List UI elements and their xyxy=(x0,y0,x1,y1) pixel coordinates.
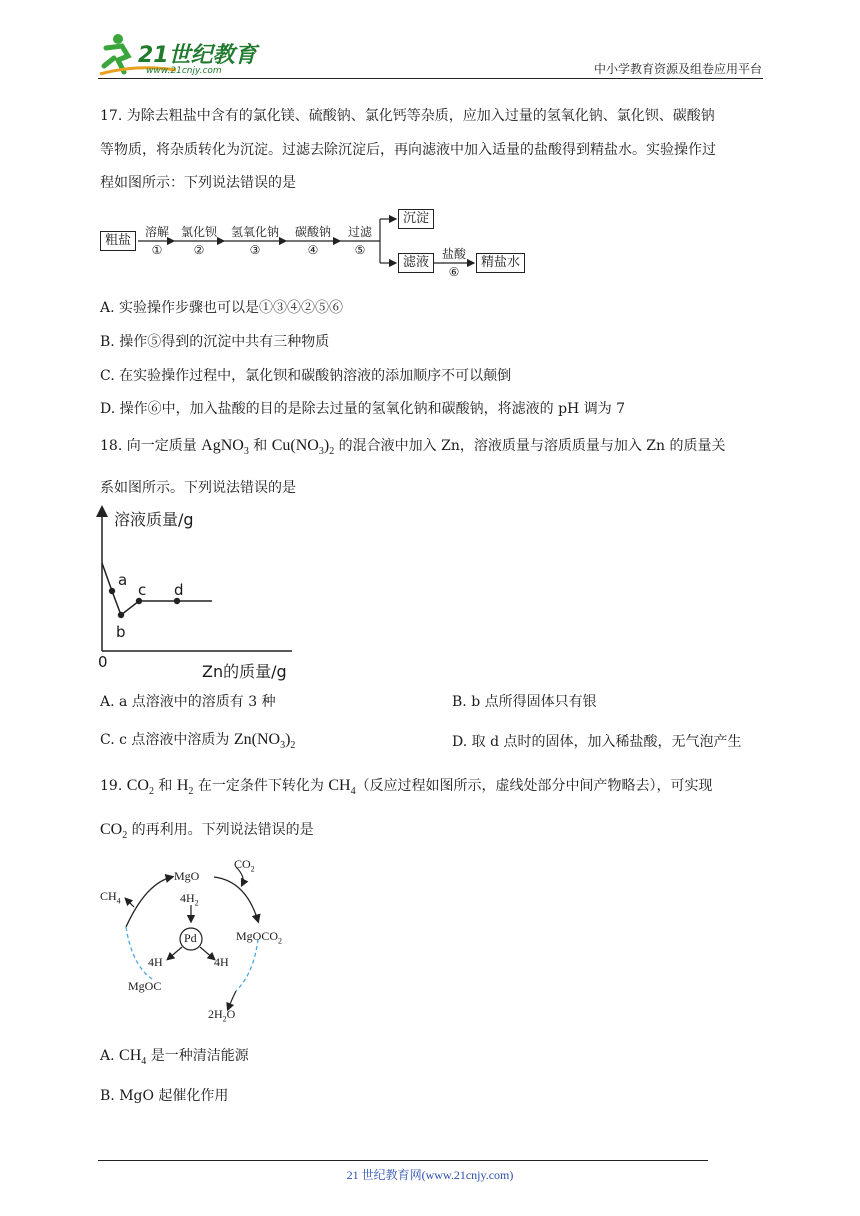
label-mgoc: MgOC xyxy=(128,979,162,993)
q19-suffix: （反应过程如图所示，虚线处部分中间产物略去），可实现 xyxy=(355,778,713,794)
flow-step5-label: 过滤 xyxy=(347,225,372,239)
site-logo xyxy=(96,30,266,80)
flow-step3-num: ③ xyxy=(249,243,261,257)
flow-box-product: 精盐水 xyxy=(476,253,525,273)
q17-option-d: D. 操作⑥中，加入盐酸的目的是除去过量的氢氧化钠和碳酸钠，将滤液的 pH 调为 7 xyxy=(100,401,626,417)
graph-label-d: d xyxy=(174,581,184,599)
label-ch4: $CH_4$ xyxy=(100,889,121,906)
cuno3-formula: $Cu(NO_3)_2$ xyxy=(271,437,335,458)
q19-and: 和 xyxy=(153,778,177,794)
point-a xyxy=(109,588,115,594)
flow-box-filtrate: 滤液 xyxy=(398,253,434,273)
q19-option-a xyxy=(100,1046,249,1072)
label-4h-left: 4H xyxy=(148,955,163,969)
graph-ylabel: 溶液质量/g xyxy=(114,510,194,529)
co2-formula-2: $CO_2$ xyxy=(100,821,128,842)
q18-option-c xyxy=(100,730,295,756)
q19-cycle-diagram xyxy=(96,855,306,1035)
point-b xyxy=(118,612,124,618)
znno3-formula: $Zn(NO_3)_2$ xyxy=(233,731,296,752)
q18-option-c-prefix: C. c 点溶液中溶质为 xyxy=(100,732,234,748)
q17-option-c: C. 在实验操作过程中，氯化钡和碳酸钠溶液的添加顺序不可以颠倒 xyxy=(100,368,512,384)
ch4-formula-option: $CH_4$ xyxy=(119,1047,147,1068)
flow-box-crude-salt: 粗盐 xyxy=(100,231,136,251)
q19-mid: 在一定条件下转化为 xyxy=(193,778,329,794)
agno3-formula: AgNO$_3$ xyxy=(201,437,249,458)
q18-option-d: D. 取 d 点时的固体，加入稀盐酸，无气泡产生 xyxy=(452,734,742,750)
q18-prefix: 18. 向一定质量 xyxy=(100,438,202,454)
graph-origin: 0 xyxy=(98,653,108,671)
graph-label-a: a xyxy=(118,571,128,589)
flow-step5-num: ⑤ xyxy=(354,243,366,257)
q19-option-b: B. MgO 起催化作用 xyxy=(100,1088,229,1104)
label-pd: Pd xyxy=(184,931,197,945)
graph-xlabel: Zn的质量/g xyxy=(202,662,287,681)
flow-acid-num: ⑥ xyxy=(448,265,460,279)
q19-option-a-suffix: 是一种清洁能源 xyxy=(146,1048,249,1064)
q17-option-b: B. 操作⑤得到的沉淀中共有三种物质 xyxy=(100,334,330,350)
flow-box-precipitate: 沉淀 xyxy=(398,209,434,229)
q17-line3: 程如图所示：下列说法错误的是 xyxy=(100,175,296,191)
graph-axes xyxy=(92,505,312,685)
label-4h-right: 4H xyxy=(214,955,229,969)
q18-suffix: 的混合液中加入 Zn，溶液质量与溶质质量与加入 Zn 的质量关 xyxy=(334,438,726,454)
flow-step2-label: 氯化钡 xyxy=(180,225,217,239)
ch4-formula: $CH_4$ xyxy=(328,777,356,798)
q19-line2-suffix: 的再利用。下列说法错误的是 xyxy=(127,822,314,838)
label-mgoco2: MgOCO$_2$ xyxy=(236,929,283,946)
h2-formula: $H_2$ xyxy=(176,777,194,798)
logo-url: www.21cnjy.com xyxy=(146,66,222,76)
graph-label-b: b xyxy=(116,623,126,641)
flow-step1-label: 溶解 xyxy=(144,225,169,239)
flow-step2-num: ② xyxy=(193,243,205,257)
q17-line2: 等物质，将杂质转化为沉淀。过滤去除沉淀后，再向滤液中加入适量的盐酸得到精盐水。实验操作过 xyxy=(100,142,716,158)
q19-line2 xyxy=(100,820,314,846)
flow-step1-num: ① xyxy=(151,243,163,257)
flow-acid-label: 盐酸 xyxy=(441,247,466,261)
footer-divider xyxy=(98,1160,708,1161)
q17-option-a: A. 实验操作步骤也可以是①③④②⑤⑥ xyxy=(100,300,344,316)
q18-line1 xyxy=(100,436,725,462)
logo-text: 21世纪教育 xyxy=(138,43,257,68)
footer-link[interactable]: 21 世纪教育网(www.21cnjy.com) xyxy=(346,1168,514,1182)
q18-option-b: B. b 点所得固体只有银 xyxy=(452,694,597,710)
label-mgo: MgO xyxy=(174,869,200,883)
co2-formula: $CO_2$ xyxy=(126,777,154,798)
q19-line1 xyxy=(100,776,713,802)
label-4h2: $4H_2$ xyxy=(180,891,199,908)
q18-line2: 系如图所示。下列说法错误的是 xyxy=(100,480,296,496)
label-2h2o: $2H_2O$ xyxy=(208,1007,236,1024)
header-divider xyxy=(98,78,763,79)
flow-step4-label: 碳酸钠 xyxy=(294,225,331,239)
q19-option-a-prefix: A. xyxy=(100,1048,120,1064)
graph-label-c: c xyxy=(138,581,147,599)
flow-step4-num: ④ xyxy=(307,243,319,257)
q18-and: 和 xyxy=(248,438,272,454)
q17-flowchart xyxy=(100,205,530,280)
q18-graph xyxy=(92,505,312,685)
label-co2: $CO_2$ xyxy=(234,857,255,874)
q17-line1: 17. 为除去粗盐中含有的氯化镁、硫酸钠、氯化钙等杂质，应加入过量的氢氧化钠、氯化钡、碳酸钠 xyxy=(100,108,715,124)
q18-option-a: A. a 点溶液中的溶质有 3 种 xyxy=(100,694,276,710)
flow-step3-label: 氢氧化钠 xyxy=(230,225,279,239)
header-platform-text: 中小学教育资源及组卷应用平台 xyxy=(593,62,762,76)
q19-num: 19. xyxy=(100,778,127,794)
